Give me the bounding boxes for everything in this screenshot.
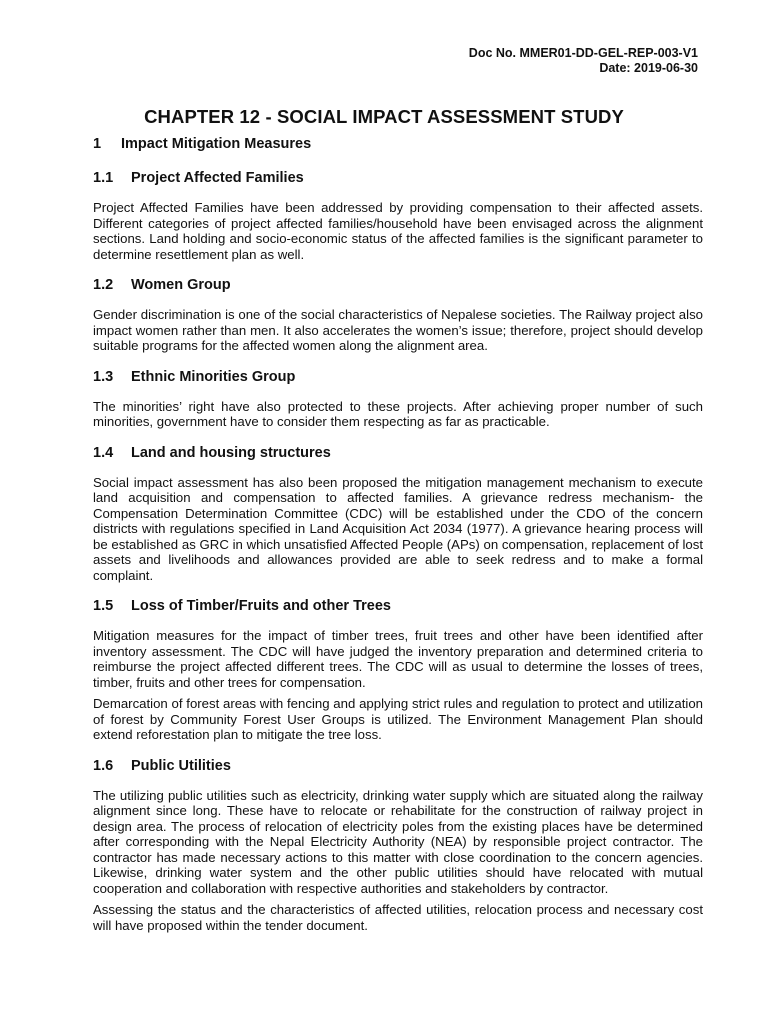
paragraph: Social impact assessment has also been proposed the mitigation management mechanism to execute land acquisition and compensation to affected families. A grievance redress mechanism- the Compensation Determination Committee (CDC) will be established under the CDO of the concern districts with regulations specified in Land Acquisition Act 2034 (1977). A grievance hearing process will be established as GRC in which unsatisfied Affected People (APs) on compensation, replacement of lost assets and livelihoods and allowances provided are able to seek redress and to make a formal complaint. <box>93 474 703 583</box>
document-body <box>93 135 703 933</box>
section-heading-1-6: 1.6 Public Utilities <box>93 757 231 774</box>
section-heading-1-3: 1.3 Ethnic Minorities Group <box>93 368 296 385</box>
paragraph: Gender discrimination is one of the social characteristics of Nepalese societies. The Railway project also impact women rather than men. It also accelerates the women’s issue; therefore, project should develop suitable programs for the affected women along the alignment area. <box>93 307 703 353</box>
paragraph: Assessing the status and the characteristics of affected utilities, relocation process and necessary cost will have proposed within the tender document. <box>93 902 703 933</box>
section-heading-1-4: 1.4 Land and housing structures <box>93 444 331 461</box>
section-heading-1: 1 Impact Mitigation Measures <box>93 136 312 152</box>
paragraph: Mitigation measures for the impact of timber trees, fruit trees and other have been identified after inventory assessment. The CDC will have judged the inventory preparation and determined criteria to reimburse the project affected different trees. The CDC will as usual to determine the losses of trees, timber, fruits and other trees for compensation. <box>93 628 703 690</box>
section-heading-1-1: 1.1 Project Affected Families <box>93 170 304 186</box>
section-heading-1-2: 1.2 Women Group <box>93 277 231 293</box>
paragraph: The utilizing public utilities such as electricity, drinking water supply which are situated along the railway alignment since long. These have to relocate or rehabilitate for the construction of railway project in design area. The process of relocation of electricity poles from the existing places have be determined after corresponding with the Nepal Electricity Authority (NEA) by responsible project contractor. The contractor has made necessary actions to this matter with close coordination to the concern agencies. Likewise, drinking water system and the other public utilities should have relocated with mutual cooperation and collaboration with respective authorities and stakeholders by contractor. <box>93 787 703 896</box>
paragraph: Project Affected Families have been addressed by providing compensation to their affected assets. Different categories of project affected families/household have been envisaged across the alignment sections. Land holding and socio-economic status of the affected families is the significant parameter to determine resettlement plan as well. <box>93 200 703 262</box>
doc-number: Doc No. MMER01-DD-GEL-REP-003-V1 <box>468 46 698 60</box>
section-heading-1-5: 1.5 Loss of Timber/Fruits and other Trees <box>93 598 391 614</box>
doc-date: Date: 2019-06-30 <box>599 61 698 75</box>
page-title: CHAPTER 12 - SOCIAL IMPACT ASSESSMENT STUDY <box>144 106 624 127</box>
paragraph: Demarcation of forest areas with fencing and applying strict rules and regulation to protect and utilization of forest by Community Forest User Groups is utilized. The Environment Management Plan should extend reforestation plan to mitigate the tree loss. <box>93 696 703 742</box>
document-header <box>438 46 698 84</box>
paragraph: The minorities’ right have also protected to these projects. After achieving proper number of such minorities, government have to consider them respecting as far as practicable. <box>93 398 703 429</box>
